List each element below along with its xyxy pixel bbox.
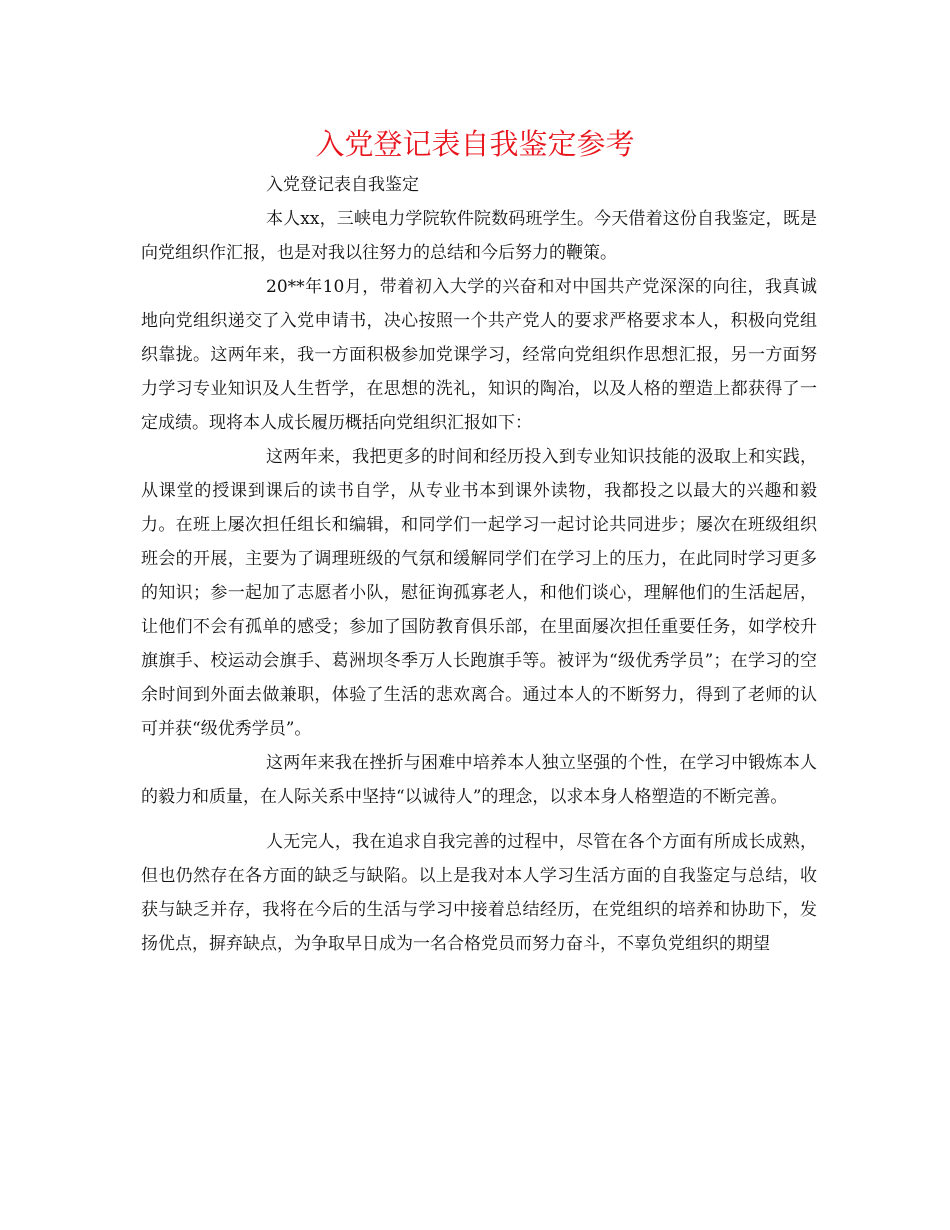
paragraph-character: 这两年来我在挫折与困难中培养本人独立坚强的个性，在学习中锻炼本人的毅力和质量，在人际关系中坚持“以诚待人”的理念，以求本身人格塑造的不断完善。 — [141, 753, 817, 807]
document-body — [141, 168, 817, 961]
paragraph-conclusion: 人无完人，我在追求自我完善的过程中，尽管在各个方面有所成长成熟，但也仍然存在各方面的缺乏与缺陷。以上是我对本人学习生活方面的自我鉴定与总结，收获与缺乏并存，我将在今后的生活与学习中接着总结经历，在党组织的培养和协助下，发扬优点，摒弃缺点，为争取早日成为一名合格党员而努力奋斗，不辜负党组织的期望 — [141, 832, 817, 954]
document-title: 入党登记表自我鉴定参考 — [315, 127, 635, 161]
paragraph-intro: 本人xx，三峡电力学院软件院数码班学生。今天借着这份自我鉴定，既是向党组织作汇报，也是对我以往努力的总结和今后努力的鞭策。 — [141, 209, 817, 263]
document-subtitle: 入党登记表自我鉴定 — [266, 175, 419, 195]
paragraph-application: 20**年10月，带着初入大学的兴奋和对中国共产党深深的向往，我真诚地向党组织递交了入党申请书，决心按照一个共产党人的要求严格要求本人，积极向党组织靠拢。这两年来，我一方面积极参加党课学习，经常向党组织作思想汇报，另一方面努力学习专业知识及人生哲学，在思想的洗礼，知识的陶冶，以及人格的塑造上都获得了一定成绩。现将本人成长履历概括向党组织汇报如下： — [141, 277, 817, 433]
paragraph-activities: 这两年来，我把更多的时间和经历投入到专业知识技能的汲取上和实践，从课堂的授课到课后的读书自学，从专业书本到课外读物，我都投之以最大的兴趣和毅力。在班上屡次担任组长和编辑，和同学们一起学习一起讨论共同进步；屡次在班级组织班会的开展，主要为了调理班级的气氛和缓解同学们在学习上的压力，在此同时学习更多的知识；参一起加了志愿者小队，慰征询孤寡老人，和他们谈心，理解他们的生活起居，让他们不会有孤单的感受；参加了国防教育俱乐部，在里面屡次担任重要任务，如学校升旗旗手、校运动会旗手、葛洲坝冬季万人长跑旗手等。被评为“级优秀学员”；在学习的空余时间到外面去做兼职，体验了生活的悲欢离合。通过本人的不断努力，得到了老师的认可并获“级优秀学员”。 — [141, 447, 817, 739]
